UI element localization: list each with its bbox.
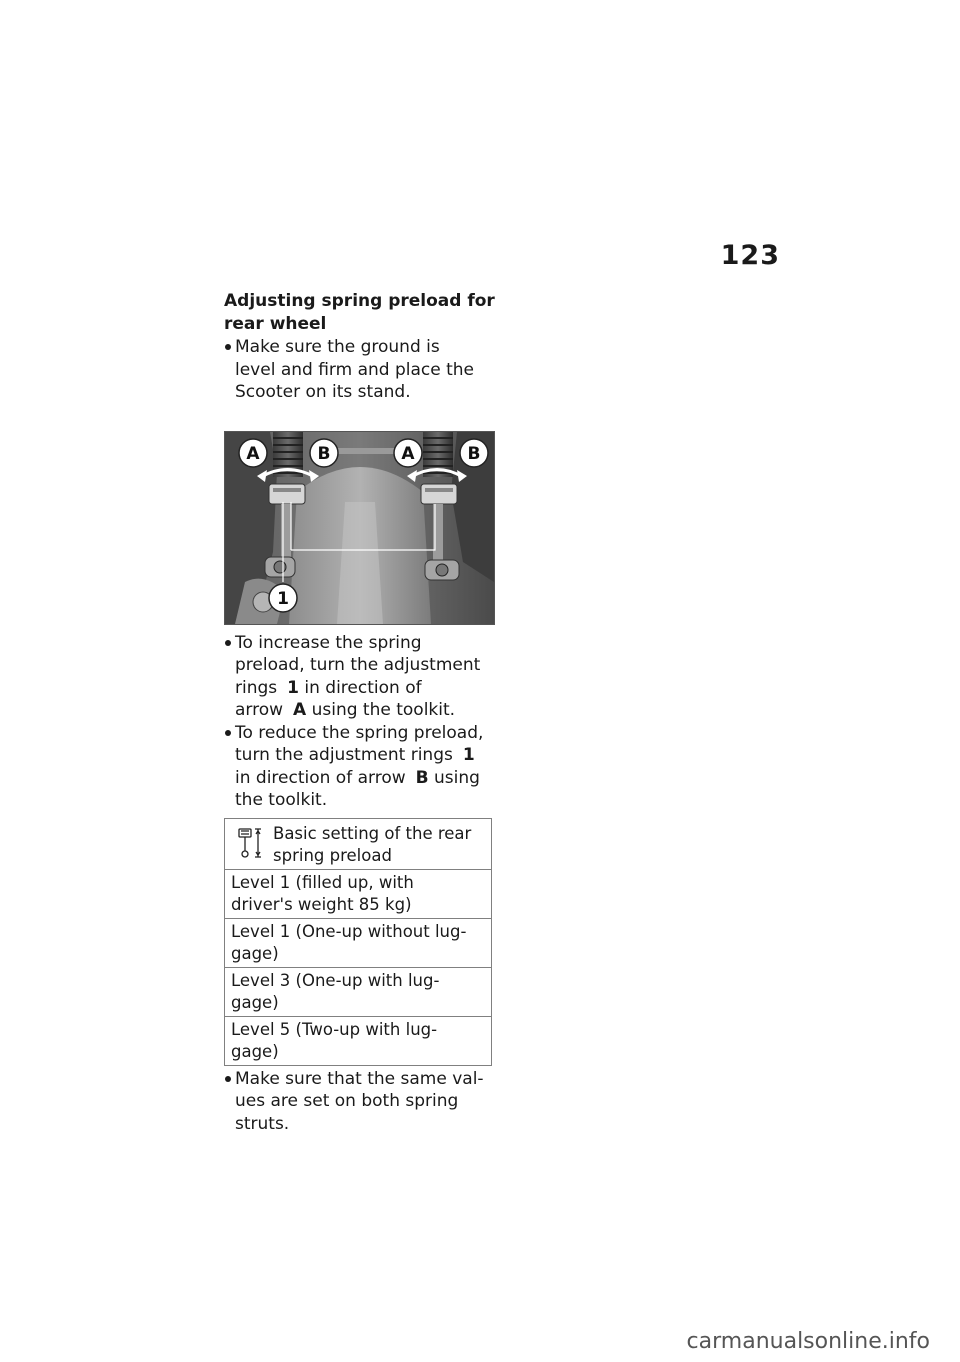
spec-header-title: Basic setting of the rear [273, 823, 472, 843]
spec-header-row: Basic setting of the rear spring preload [225, 818, 492, 869]
ref-a: A [293, 700, 307, 720]
label-a-left: A [246, 443, 260, 464]
step-reduce-preload: To reduce the spring preload, turn the adjustment rings 1 in direction of arrow B using the toolkit. [224, 722, 496, 812]
spec-row: Level 3 (One-up with lug- gage) [225, 967, 492, 1016]
ref-b: B [415, 767, 429, 788]
step-same-values: Make sure that the same val- ues are set on both spring struts. [224, 1068, 496, 1136]
content-column [224, 290, 496, 1135]
spec-row: Level 1 (filled up, with driver's weight 85 kg) [225, 869, 492, 918]
rear-spring-strut-photo [224, 431, 495, 625]
ref-1: 1 [287, 677, 299, 698]
label-callout-1: 1 [277, 588, 289, 609]
step-increase-preload: To increase the spring preload, turn the adjustment rings 1 in direction of arrow A using the toolkit. [224, 632, 496, 722]
label-b-right: B [467, 443, 481, 464]
spec-row: Level 5 (Two-up with lug- gage) [225, 1016, 492, 1065]
section-title: Adjusting spring preload for rear wheel [224, 291, 495, 334]
spring-preload-spec-table [224, 818, 492, 1066]
step-ground-level: Make sure the ground is level and firm and place the Scooter on its stand. [224, 336, 496, 404]
ref-1: 1 [462, 745, 475, 765]
spring-strut-icon [231, 821, 273, 865]
spec-row: Level 1 (One-up without lug- gage) [225, 918, 492, 967]
label-a-right: A [401, 443, 415, 464]
label-b-left: B [317, 443, 331, 464]
page-number: 123 [720, 240, 780, 271]
watermark: carmanualsonline.info [686, 1329, 930, 1354]
